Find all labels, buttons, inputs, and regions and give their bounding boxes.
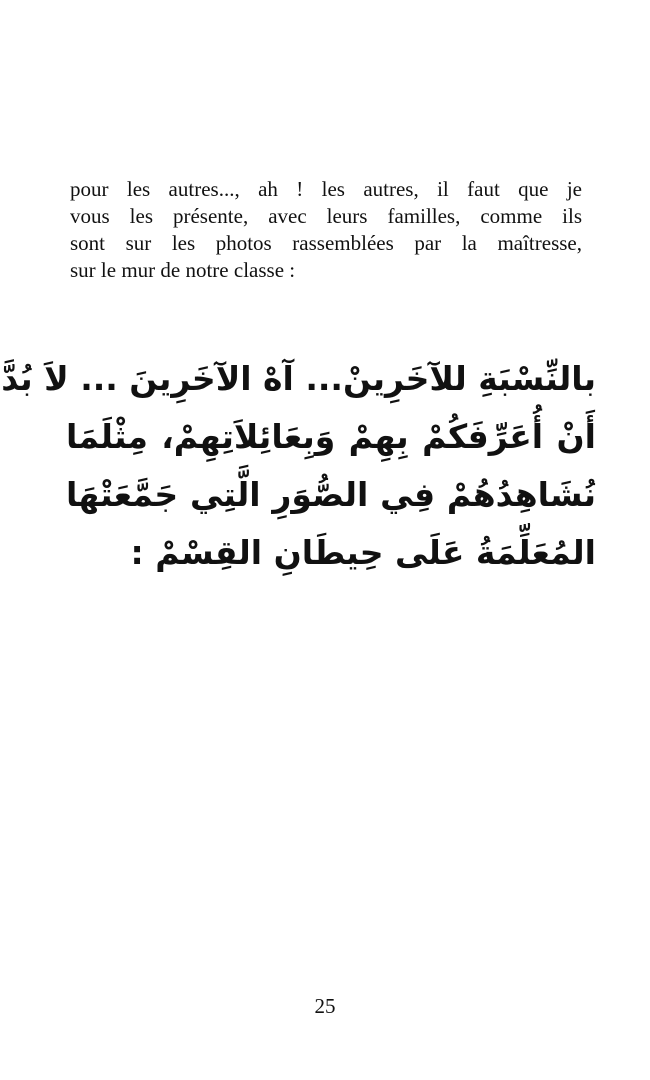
arabic-line: بالنِّسْبَةِ للآخَرِينْ... آهْ الآخَرِينَ ... لاَ بُدَّ [1,359,596,398]
french-line: pour les autres..., ah ! les autres, il faut que je [70,177,582,201]
arabic-line: نُشَاهِدُهُمْ فِي الصُّوَرِ الَّتِي جَمَّعَتْهَا [66,475,596,514]
page-number: 25 [314,994,336,1018]
arabic-line: أَنْ أُعَرِّفَكُمْ بِهِمْ وَبِعَائِلاَتِهِمْ، مِثْلَمَا [66,417,596,456]
french-line: vous les présente, avec leurs familles, comme ils [70,204,582,228]
arabic-line: المُعَلِّمَةُ عَلَى حِيطَانِ القِسْمْ : [130,533,596,572]
french-line: sur le mur de notre classe : [70,258,296,282]
french-paragraph [70,176,582,284]
arabic-paragraph [1,350,596,582]
french-line: sont sur les photos rassemblées par la maîtresse, [70,231,582,255]
